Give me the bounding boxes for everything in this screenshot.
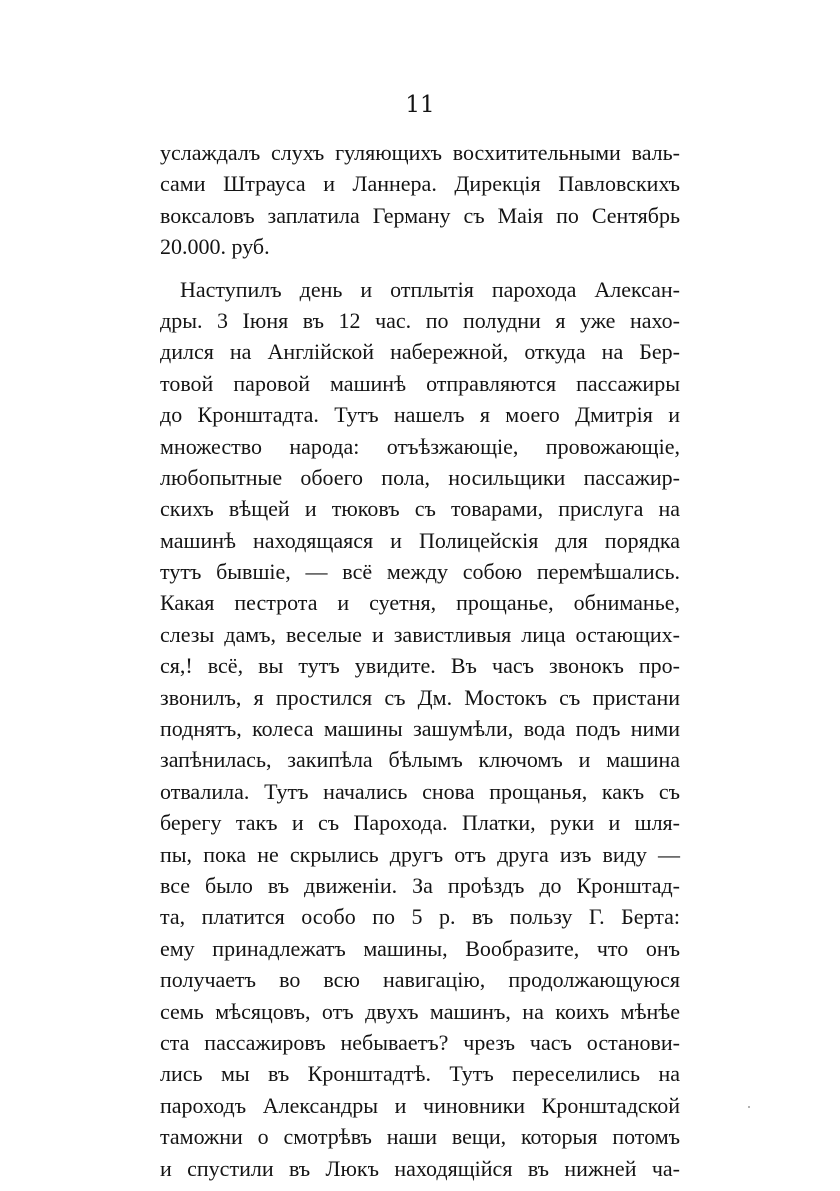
text-line: отвалила. Тутъ начались снова прощанья, какъ съ bbox=[160, 778, 680, 804]
text-line: услаждалъ слухъ гуляющихъ восхитительными валь- bbox=[160, 140, 680, 165]
text-line: ся,! всё, вы тутъ увидите. Въ часъ звонокъ про- bbox=[160, 653, 680, 679]
text-line: получаетъ во всю навигацію, продолжающуюся bbox=[160, 967, 680, 993]
text-line: 20.000. руб. bbox=[160, 234, 270, 260]
page-number: 11 bbox=[405, 92, 435, 118]
text-line: до Кронштадта. Тутъ нашелъ я моего Дмитрія и bbox=[160, 402, 680, 428]
ink-speck bbox=[748, 1106, 750, 1108]
text-line: таможни о смотрѣвъ наши вещи, которыя потомъ bbox=[160, 1124, 680, 1150]
text-line: множество народа: отъѣзжающіе, провожающіе, bbox=[160, 433, 680, 459]
text-line: семь мѣсяцовъ, отъ двухъ машинъ, на коихъ мѣнѣе bbox=[160, 998, 680, 1024]
text-line: запѣнилась, закипѣла бѣлымъ ключомъ и машина bbox=[160, 747, 680, 773]
paragraph-1 bbox=[160, 137, 680, 263]
text-line: берегу такъ и съ Парохода. Платки, руки и шля- bbox=[160, 810, 680, 836]
text-line: Наступилъ день и отплытія парохода Алексан- bbox=[180, 276, 680, 302]
text-line: ста пассажировъ небываетъ? чрезъ часъ останови- bbox=[160, 1029, 680, 1055]
text-line: машинѣ находящаяся и Полицейскія для порядка bbox=[160, 527, 680, 553]
text-line: воксаловъ заплатила Герману съ Маія по Сентябрь bbox=[160, 202, 680, 228]
text-line: товой паровой машинѣ отправляются пассажиры bbox=[160, 370, 680, 396]
text-line: тутъ бывшіе, — всё между собою перемѣшались. bbox=[160, 559, 680, 585]
text-line: дился на Англійской набережной, откуда на Бер- bbox=[160, 339, 680, 365]
text-line: скихъ вѣщей и тюковъ съ товарами, прислуга на bbox=[160, 496, 680, 522]
text-line: слезы дамъ, веселые и завистливыя лица остающих- bbox=[160, 621, 680, 647]
text-line: пы, пока не скрылись другъ отъ друга изъ виду — bbox=[160, 841, 680, 867]
text-line: пароходъ Александры и чиновники Кронштадской bbox=[160, 1092, 680, 1118]
text-line: та, платится особо по 5 р. въ пользу Г. Берта: bbox=[160, 904, 680, 930]
paragraph-gap bbox=[160, 263, 680, 274]
text-line: и спустили въ Люкъ находящійся въ нижней ча- bbox=[160, 1155, 680, 1181]
paragraph-2 bbox=[160, 274, 680, 1184]
text-line: дры. 3 Іюня въ 12 час. по полудни я уже нахо- bbox=[160, 307, 680, 333]
text-line: ему принадлежатъ машины, Вообразите, что онъ bbox=[160, 935, 680, 961]
text-line: звонилъ, я простился съ Дм. Мостокъ съ пристани bbox=[160, 684, 680, 710]
text-line: поднятъ, колеса машины зашумѣли, вода подъ ними bbox=[160, 716, 680, 742]
text-line: Какая пестрота и суетня, прощанье, обниманье, bbox=[160, 590, 680, 616]
text-line: любопытные обоего пола, носильщики пассажир- bbox=[160, 464, 680, 490]
page-text bbox=[160, 137, 680, 1184]
text-line: сами Штрауса и Ланнера. Дирекція Павловскихъ bbox=[160, 171, 680, 197]
text-line: все было въ движеніи. За проѣздъ до Кронштад- bbox=[160, 872, 680, 898]
text-line: лись мы въ Кронштадтѣ. Тутъ переселились на bbox=[160, 1061, 680, 1087]
